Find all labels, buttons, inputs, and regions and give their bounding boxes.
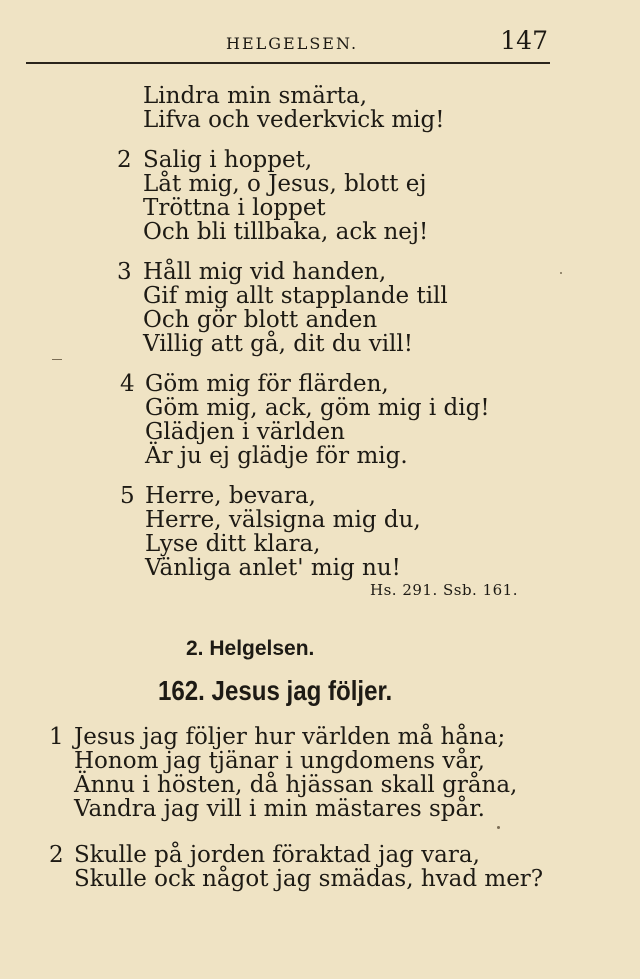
stanza-3 [143, 260, 448, 356]
stanza-number: 5 [120, 483, 135, 509]
verse-line: Ännu i hösten, då hjässan skall gråna, [74, 772, 518, 798]
verse-line: Honom jag tjänar i ungdomens vår, [74, 748, 485, 774]
verse-line: Villig att gå, dit du vill! [143, 331, 414, 357]
stanza-5 [145, 484, 421, 580]
header-rule [26, 62, 550, 64]
verse-line: Tröttna i loppet [143, 195, 326, 221]
page-header [26, 26, 550, 66]
verse-line: Göm mig för flärden, [145, 371, 389, 397]
stanza-number: 4 [120, 371, 135, 397]
stanza-number: 1 [49, 724, 64, 750]
verse-line: Jesus jag följer hur världen må håna; [74, 724, 506, 750]
section-heading: 2. Helgelsen. [186, 637, 315, 660]
verse-line: Och bli tillbaka, ack nej! [143, 219, 429, 245]
stanza-number: 2 [117, 147, 132, 173]
page-number: 147 [500, 26, 548, 55]
print-speck [560, 272, 562, 274]
hymn-title: 162. Jesus jag följer. [158, 675, 393, 706]
stanza-number: 3 [117, 259, 132, 285]
verse-line: Lifva och vederkvick mig! [143, 107, 445, 133]
stanza-4 [145, 372, 490, 468]
verse-line: Salig i hoppet, [143, 147, 313, 173]
verse-line: Lyse ditt klara, [145, 531, 321, 557]
verse-line: Gif mig allt stapplande till [143, 283, 448, 309]
verse-line: Göm mig, ack, göm mig i dig! [145, 395, 490, 421]
verse-line: Låt mig, o Jesus, blott ej [143, 171, 427, 197]
verse-line: Herre, bevara, [145, 483, 316, 509]
hymn-reference: Hs. 291. Ssb. 161. [370, 581, 518, 599]
stanza-continued [143, 84, 445, 132]
stanza-2 [143, 148, 428, 244]
verse-line: Lindra min smärta, [143, 83, 368, 109]
hymn-stanza-1 [74, 725, 517, 821]
verse-line: Skulle ock något jag smädas, hvad mer? [74, 866, 544, 892]
verse-line: Och gör blott anden [143, 307, 378, 333]
print-speck [52, 359, 62, 360]
verse-line: Är ju ej glädje för mig. [145, 443, 408, 469]
hymn-stanza-2 [74, 843, 543, 891]
verse-line: Herre, välsigna mig du, [145, 507, 421, 533]
verse-line: Glädjen i världen [145, 419, 345, 445]
verse-line: Håll mig vid handen, [143, 259, 387, 285]
verse-line: Vänliga anlet' mig nu! [145, 555, 401, 581]
running-head: HELGELSEN. [226, 34, 359, 53]
stanza-number: 2 [49, 842, 64, 868]
verse-line: Skulle på jorden föraktad jag vara, [74, 842, 480, 868]
print-speck [497, 826, 500, 829]
verse-line: Vandra jag vill i min mästares spår. [74, 796, 485, 822]
